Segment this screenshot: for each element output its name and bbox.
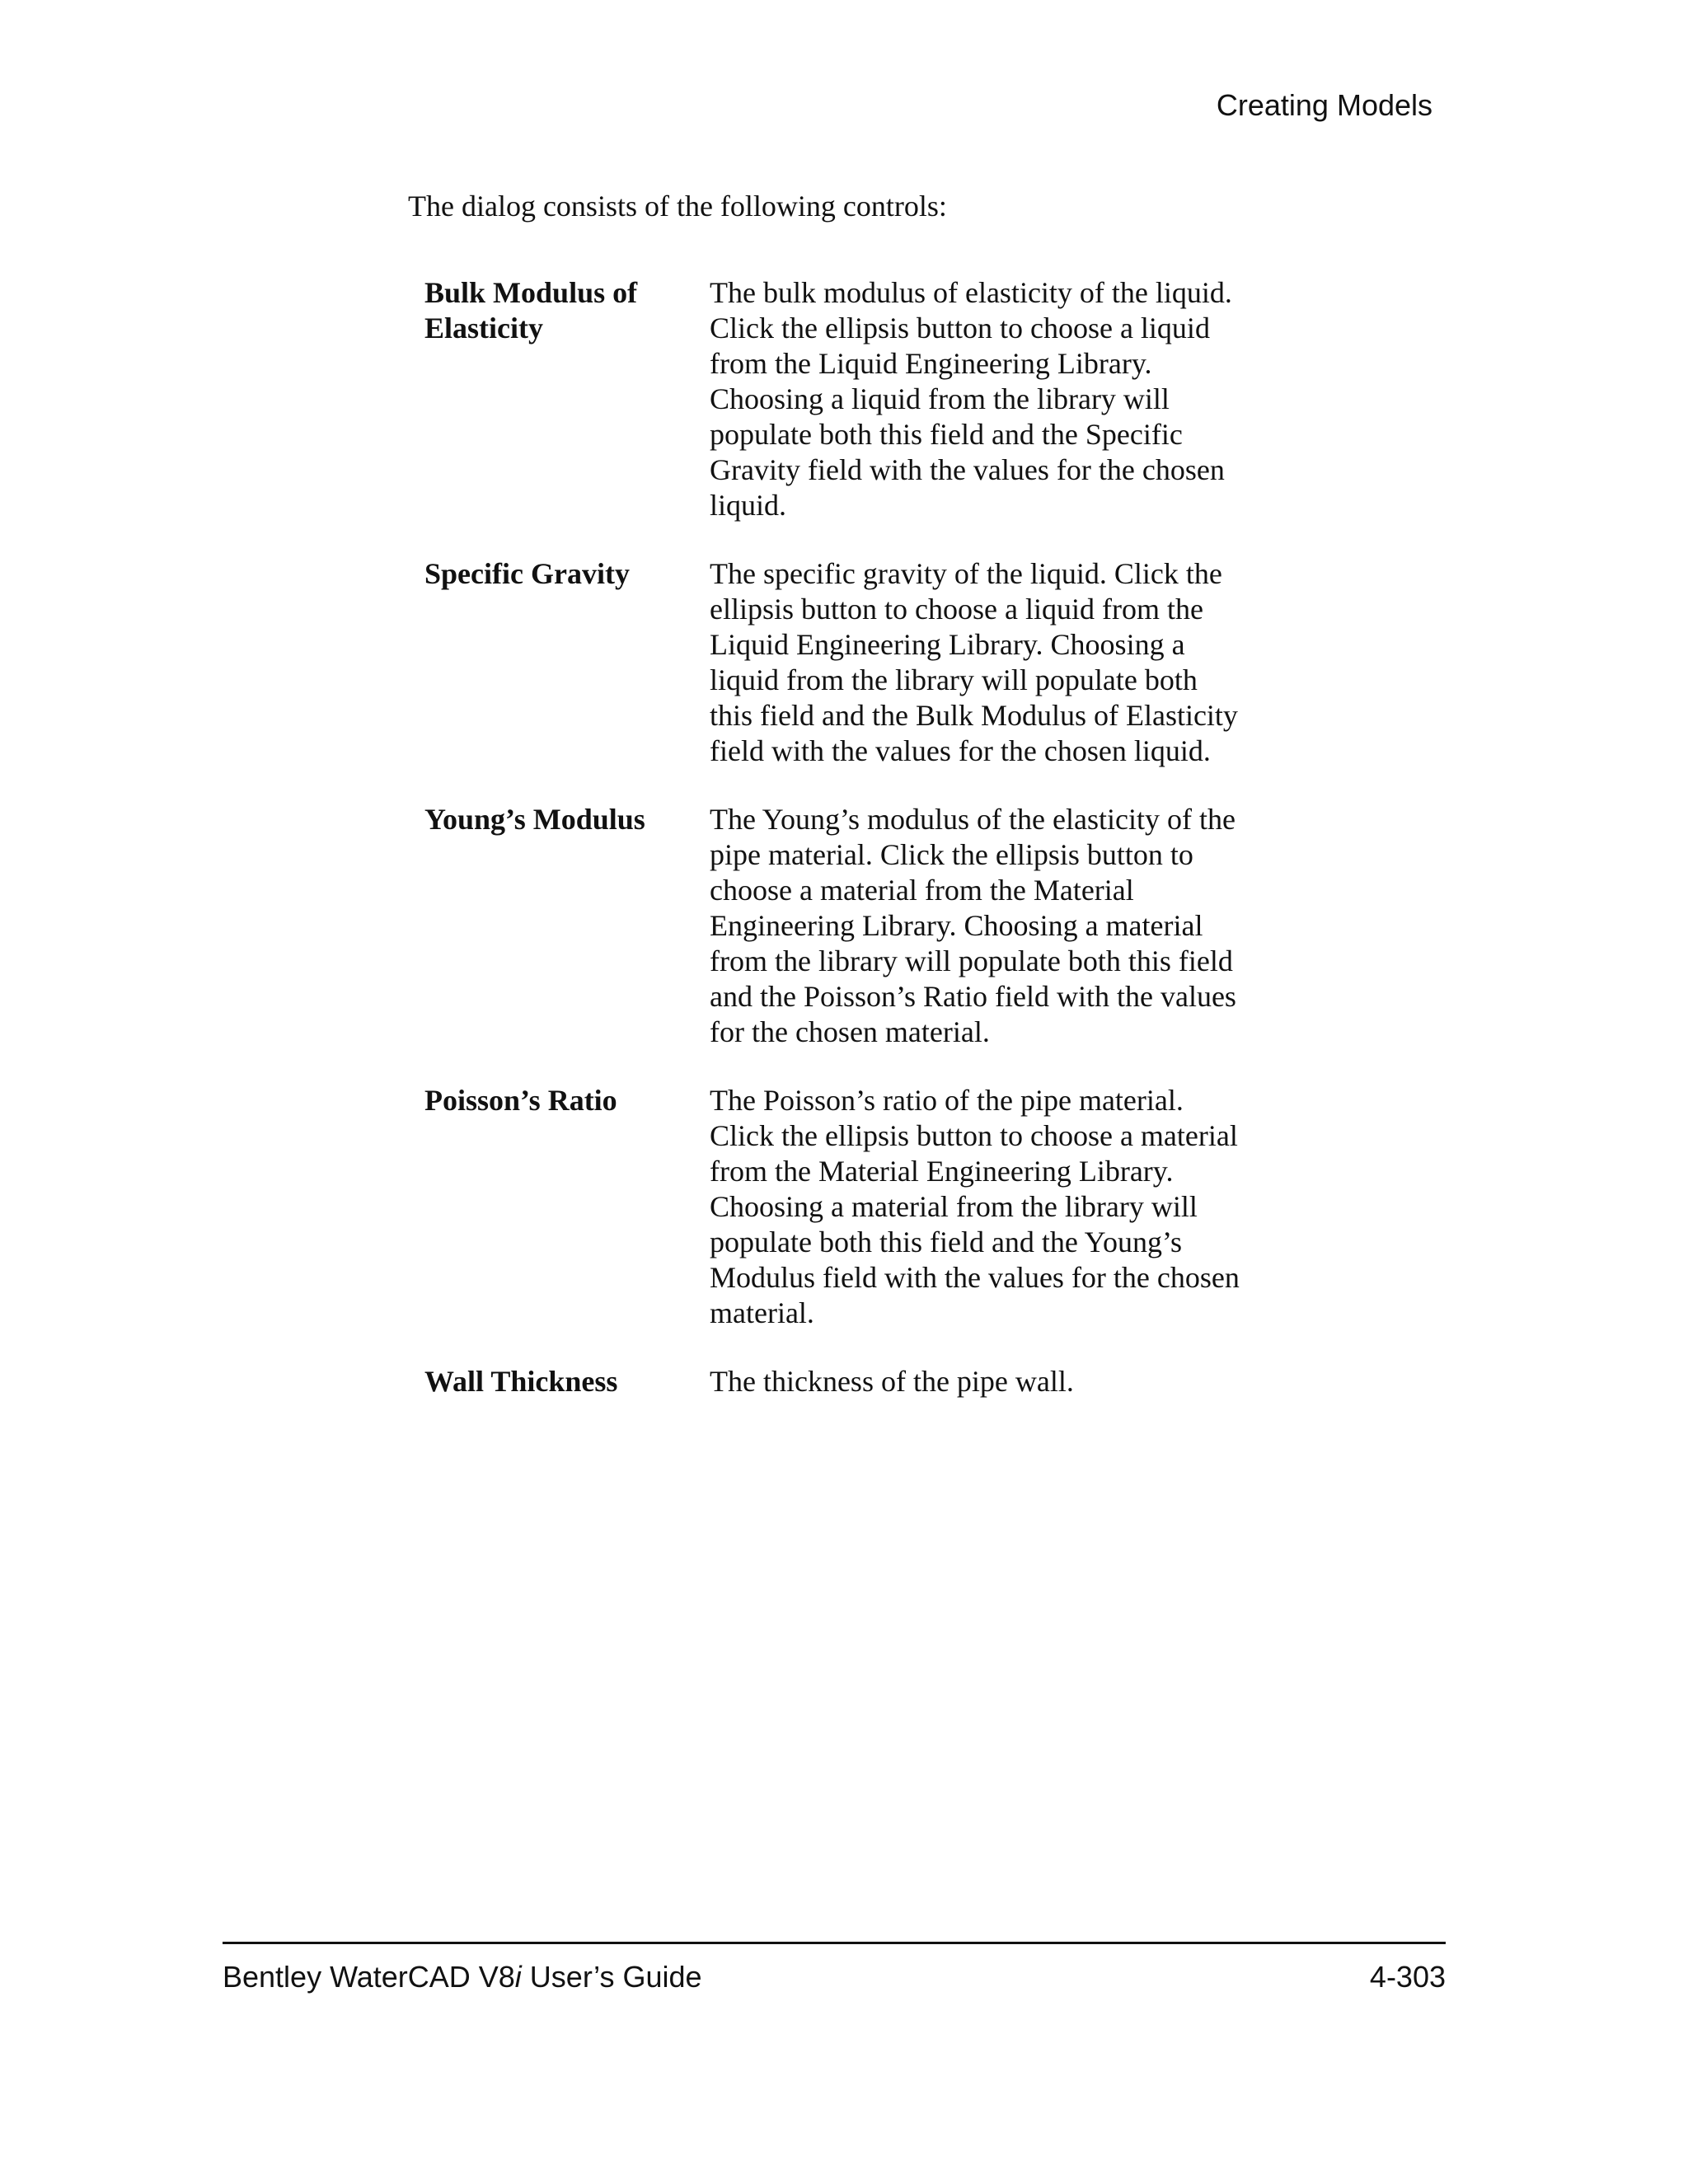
control-row-youngs-modulus [424, 802, 1273, 1050]
control-row-poissons-ratio [424, 1083, 1273, 1331]
intro-paragraph: The dialog consists of the following controls: [408, 190, 947, 223]
control-definition: The Poisson’s ratio of the pipe material. Click the ellipsis button to choose a material from the Material Engineering Library. Choosing a material from the library will populate both this field and the Young’s Modulus field with the values for the chosen material. [710, 1084, 1240, 1329]
control-term: Poisson’s Ratio [424, 1084, 617, 1117]
control-definition: The Young’s modulus of the elasticity of the pipe material. Click the ellipsis button to choose a material from the Material Engineering Library. Choosing a material from the library will populate both this field and the Poisson’s Ratio field with the values for the chosen material. [710, 803, 1236, 1048]
footer-guide-title [223, 1959, 702, 1995]
control-row-wall-thickness [424, 1364, 1273, 1399]
control-term: Bulk Modulus of Elasticity [424, 276, 638, 344]
control-definition: The bulk modulus of elasticity of the liquid. Click the ellipsis button to choose a liquid from the Liquid Engineering Library. Choosing a liquid from the library will populate both this field and the Specific Gravity field with the values for the chosen liquid. [710, 276, 1232, 522]
control-definition: The thickness of the pipe wall. [710, 1365, 1074, 1398]
control-term: Specific Gravity [424, 557, 630, 590]
control-term: Wall Thickness [424, 1365, 618, 1398]
footer-title-prefix: Bentley WaterCAD V8 [223, 1960, 515, 1994]
control-definition: The specific gravity of the liquid. Click the ellipsis button to choose a liquid from the Liquid Engineering Library. Choosing a liquid from the library will populate both this field and the Bulk Modulus of Elasticity field with the values for the chosen liquid. [710, 557, 1238, 767]
page-number: 4-303 [1369, 1960, 1446, 1994]
control-row-specific-gravity [424, 556, 1273, 769]
controls-definition-list [424, 275, 1273, 1432]
footer-title-suffix: User’s Guide [521, 1960, 702, 1994]
control-term: Young’s Modulus [424, 803, 645, 836]
footer-title-italic: i [514, 1960, 522, 1994]
running-header: Creating Models [1216, 88, 1432, 122]
footer-divider [223, 1942, 1446, 1944]
control-row-bulk-modulus [424, 275, 1273, 523]
